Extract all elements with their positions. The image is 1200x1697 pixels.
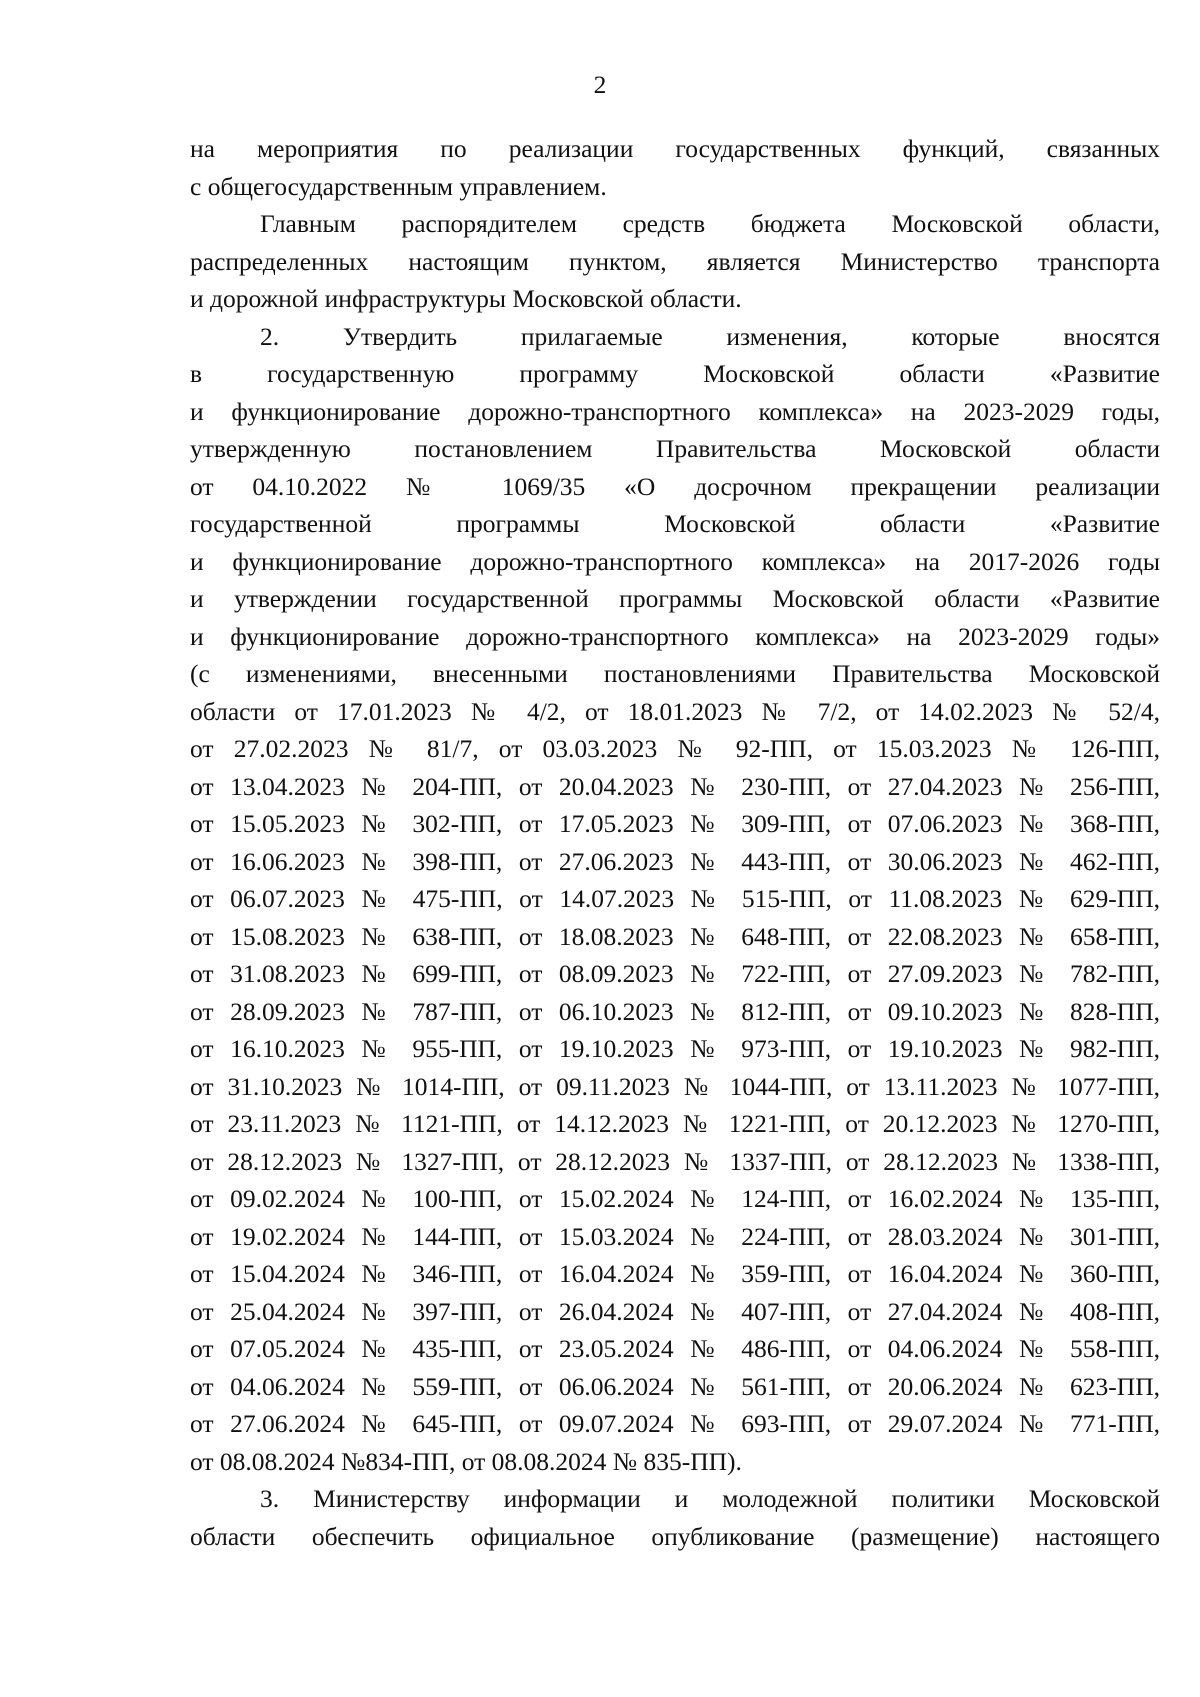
text-line: от 04.10.2022 № 1069/35 «О досрочном прекращении реализации	[190, 471, 1160, 501]
text-line: от 28.09.2023 № 787-ПП, от 06.10.2023 № 812-ПП, от 09.10.2023 № 828-ПП,	[190, 996, 1160, 1026]
text-line: области обеспечить официальное опубликование (размещение) настоящего	[190, 1521, 1160, 1551]
text-line: Главным распорядителем средств бюджета Московской области,	[260, 209, 1160, 238]
text-line: области от 17.01.2023 № 4/2, от 18.01.2023 № 7/2, от 14.02.2023 № 52/4,	[190, 696, 1160, 726]
text-line: от 16.06.2023 № 398-ПП, от 27.06.2023 № 443-ПП, от 30.06.2023 № 462-ПП,	[190, 846, 1160, 876]
text-line: от 31.10.2023 № 1014-ПП, от 09.11.2023 № 1044-ПП, от 13.11.2023 № 1077-ПП,	[190, 1071, 1160, 1101]
text-line: от 16.10.2023 № 955-ПП, от 19.10.2023 № 973-ПП, от 19.10.2023 № 982-ПП,	[190, 1034, 1160, 1063]
text-line: от 09.02.2024 № 100-ПП, от 15.02.2024 № 124-ПП, от 16.02.2024 № 135-ПП,	[190, 1184, 1160, 1213]
document-body	[190, 130, 1160, 1555]
text-line: от 31.08.2023 № 699-ПП, от 08.09.2023 № 722-ПП, от 27.09.2023 № 782-ПП,	[190, 959, 1160, 988]
text-line: с общегосударственным управлением.	[190, 171, 607, 201]
text-line: от 27.06.2024 № 645-ПП, от 09.07.2024 № 693-ПП, от 29.07.2024 № 771-ПП,	[190, 1409, 1160, 1438]
text-line: и дорожной инфраструктуры Московской области.	[190, 284, 742, 313]
text-line: на мероприятия по реализации государственных функций, связанных	[190, 134, 1160, 163]
text-line: от 23.11.2023 № 1121-ПП, от 14.12.2023 № 1221-ПП, от 20.12.2023 № 1270-ПП,	[190, 1109, 1160, 1138]
text-line: и утверждении государственной программы Московской области «Развитие	[190, 584, 1160, 613]
text-line: распределенных настоящим пунктом, является Министерство транспорта	[190, 246, 1160, 276]
text-line: от 15.05.2023 № 302-ПП, от 17.05.2023 № 309-ПП, от 07.06.2023 № 368-ПП,	[190, 809, 1160, 838]
text-line: от 19.02.2024 № 144-ПП, от 15.03.2024 № 224-ПП, от 28.03.2024 № 301-ПП,	[190, 1221, 1160, 1251]
text-line: и функционирование дорожно-транспортного комплекса» на 2023-2029 годы»	[190, 621, 1160, 651]
text-line: от 25.04.2024 № 397-ПП, от 26.04.2024 № 407-ПП, от 27.04.2024 № 408-ПП,	[190, 1296, 1160, 1326]
text-line: 3. Министерству информации и молодежной политики Московской	[260, 1484, 1160, 1513]
text-line: (с изменениями, внесенными постановлениями Правительства Московской	[190, 659, 1160, 688]
text-line: от 13.04.2023 № 204-ПП, от 20.04.2023 № 230-ПП, от 27.04.2023 № 256-ПП,	[190, 771, 1160, 801]
text-line: от 28.12.2023 № 1327-ПП, от 28.12.2023 № 1337-ПП, от 28.12.2023 № 1338-ПП,	[190, 1146, 1160, 1176]
paragraph-item-2	[190, 318, 1160, 1481]
paragraph-continuation	[190, 130, 1160, 205]
text-line: от 06.07.2023 № 475-ПП, от 14.07.2023 № 515-ПП, от 11.08.2023 № 629-ПП,	[190, 884, 1160, 913]
text-line: от 15.08.2023 № 638-ПП, от 18.08.2023 № 648-ПП, от 22.08.2023 № 658-ПП,	[190, 921, 1160, 951]
text-line: от 07.05.2024 № 435-ПП, от 23.05.2024 № 486-ПП, от 04.06.2024 № 558-ПП,	[190, 1334, 1160, 1363]
text-line: 2. Утвердить прилагаемые изменения, которые вносятся	[260, 321, 1160, 351]
text-line: от 27.02.2023 № 81/7, от 03.03.2023 № 92-ПП, от 15.03.2023 № 126-ПП,	[190, 734, 1160, 763]
paragraph-main-distributor	[190, 205, 1160, 318]
text-line: утвержденную постановлением Правительства Московской области	[190, 434, 1160, 463]
text-line: и функционирование дорожно-транспортного комплекса» на 2017-2026 годы	[190, 546, 1160, 576]
text-line: в государственную программу Московской области «Развитие	[190, 359, 1160, 388]
page-number: 2	[593, 70, 607, 99]
text-line: от 04.06.2024 № 559-ПП, от 06.06.2024 № 561-ПП, от 20.06.2024 № 623-ПП,	[190, 1371, 1160, 1401]
text-line: от 15.04.2024 № 346-ПП, от 16.04.2024 № 359-ПП, от 16.04.2024 № 360-ПП,	[190, 1259, 1160, 1288]
text-line: государственной программы Московской области «Развитие	[190, 509, 1160, 538]
text-line: и функционирование дорожно-транспортного комплекса» на 2023-2029 годы,	[190, 396, 1160, 426]
text-line: от 08.08.2024 №834-ПП, от 08.08.2024 № 835-ПП).	[190, 1446, 742, 1476]
paragraph-item-3	[190, 1480, 1160, 1555]
